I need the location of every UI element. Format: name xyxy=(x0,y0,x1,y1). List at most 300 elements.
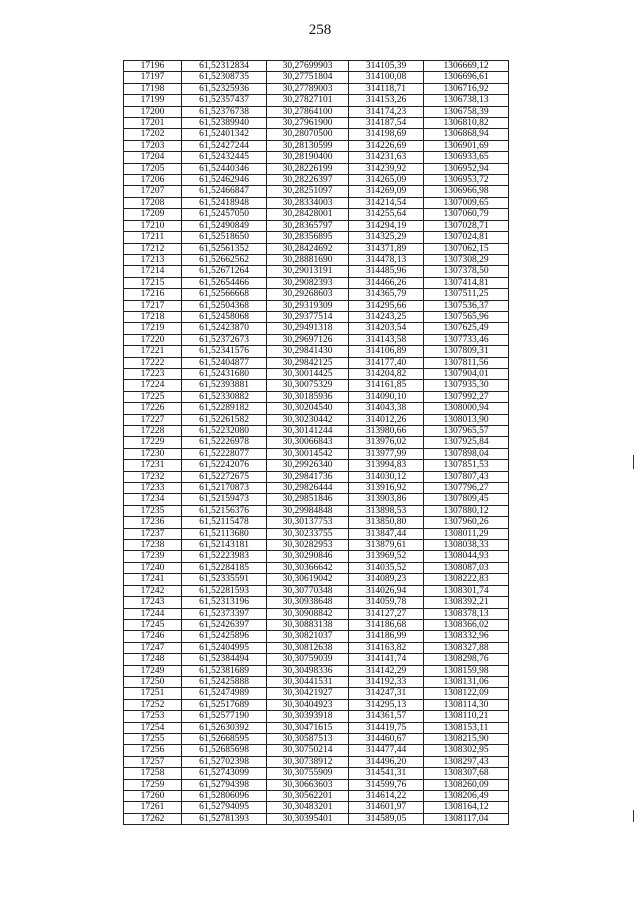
table-row xyxy=(124,323,509,334)
table-row xyxy=(124,311,509,322)
y-coordinate-cell: 1308366,02 xyxy=(424,619,509,630)
latitude-cell: 61,52457050 xyxy=(182,209,267,220)
x-coordinate-cell: 314460,67 xyxy=(349,733,424,744)
longitude-cell: 30,27827101 xyxy=(267,95,349,106)
longitude-cell: 30,28424692 xyxy=(267,243,349,254)
y-coordinate-cell: 1307378,50 xyxy=(424,266,509,277)
table-row xyxy=(124,152,509,163)
latitude-cell: 61,52393881 xyxy=(182,380,267,391)
longitude-cell: 30,30663603 xyxy=(267,779,349,790)
longitude-cell: 30,30282953 xyxy=(267,540,349,551)
latitude-cell: 61,52404877 xyxy=(182,357,267,368)
longitude-cell: 30,30498336 xyxy=(267,665,349,676)
x-coordinate-cell: 314361,57 xyxy=(349,711,424,722)
y-coordinate-cell: 1306901,69 xyxy=(424,140,509,151)
y-coordinate-cell: 1307965,57 xyxy=(424,426,509,437)
x-coordinate-cell: 313977,99 xyxy=(349,448,424,459)
latitude-cell: 61,52668595 xyxy=(182,733,267,744)
x-coordinate-cell: 314118,71 xyxy=(349,83,424,94)
longitude-cell: 30,27789003 xyxy=(267,83,349,94)
x-coordinate-cell: 314153,26 xyxy=(349,95,424,106)
x-coordinate-cell: 314198,69 xyxy=(349,129,424,140)
x-coordinate-cell: 314043,38 xyxy=(349,403,424,414)
latitude-cell: 61,52341576 xyxy=(182,346,267,357)
point-number-cell: 17257 xyxy=(124,756,182,767)
point-number-cell: 17245 xyxy=(124,619,182,630)
latitude-cell: 61,52431680 xyxy=(182,368,267,379)
latitude-cell: 61,52794095 xyxy=(182,802,267,813)
point-number-cell: 17225 xyxy=(124,391,182,402)
y-coordinate-cell: 1308000,94 xyxy=(424,403,509,414)
table-row xyxy=(124,619,509,630)
longitude-cell: 30,29841736 xyxy=(267,471,349,482)
latitude-cell: 61,52281593 xyxy=(182,585,267,596)
point-number-cell: 17260 xyxy=(124,791,182,802)
x-coordinate-cell: 314614,22 xyxy=(349,791,424,802)
latitude-cell: 61,52226978 xyxy=(182,437,267,448)
latitude-cell: 61,52654466 xyxy=(182,277,267,288)
longitude-cell: 30,28070500 xyxy=(267,129,349,140)
table-row xyxy=(124,209,509,220)
x-coordinate-cell: 313916,92 xyxy=(349,483,424,494)
latitude-cell: 61,52794398 xyxy=(182,779,267,790)
y-coordinate-cell: 1306952,94 xyxy=(424,163,509,174)
latitude-cell: 61,52308735 xyxy=(182,72,267,83)
y-coordinate-cell: 1308117,04 xyxy=(424,813,509,824)
latitude-cell: 61,52425888 xyxy=(182,676,267,687)
table-row xyxy=(124,768,509,779)
x-coordinate-cell: 314371,89 xyxy=(349,243,424,254)
latitude-cell: 61,52490849 xyxy=(182,220,267,231)
x-coordinate-cell: 314295,13 xyxy=(349,699,424,710)
longitude-cell: 30,30290846 xyxy=(267,551,349,562)
y-coordinate-cell: 1308164,12 xyxy=(424,802,509,813)
latitude-cell: 61,52743099 xyxy=(182,768,267,779)
x-coordinate-cell: 314186,68 xyxy=(349,619,424,630)
point-number-cell: 17244 xyxy=(124,608,182,619)
y-coordinate-cell: 1307625,49 xyxy=(424,323,509,334)
y-coordinate-cell: 1307880,12 xyxy=(424,505,509,516)
point-number-cell: 17231 xyxy=(124,460,182,471)
table-row xyxy=(124,483,509,494)
table-row xyxy=(124,197,509,208)
point-number-cell: 17241 xyxy=(124,574,182,585)
point-number-cell: 17224 xyxy=(124,380,182,391)
table-row xyxy=(124,118,509,129)
y-coordinate-cell: 1308087,03 xyxy=(424,562,509,573)
y-coordinate-cell: 1308038,33 xyxy=(424,540,509,551)
table-row xyxy=(124,779,509,790)
y-coordinate-cell: 1307733,46 xyxy=(424,334,509,345)
y-coordinate-cell: 1307511,25 xyxy=(424,289,509,300)
x-coordinate-cell: 314161,85 xyxy=(349,380,424,391)
y-coordinate-cell: 1308159,98 xyxy=(424,665,509,676)
x-coordinate-cell: 314163,82 xyxy=(349,642,424,653)
x-coordinate-cell: 314419,75 xyxy=(349,722,424,733)
latitude-cell: 61,52330882 xyxy=(182,391,267,402)
table-row xyxy=(124,733,509,744)
table-row xyxy=(124,574,509,585)
table-row xyxy=(124,346,509,357)
latitude-cell: 61,52425896 xyxy=(182,631,267,642)
y-coordinate-cell: 1308392,21 xyxy=(424,597,509,608)
longitude-cell: 30,29926340 xyxy=(267,460,349,471)
y-coordinate-cell: 1307898,04 xyxy=(424,448,509,459)
y-coordinate-cell: 1307796,27 xyxy=(424,483,509,494)
table-row xyxy=(124,802,509,813)
x-coordinate-cell: 314035,52 xyxy=(349,562,424,573)
longitude-cell: 30,28881690 xyxy=(267,254,349,265)
x-coordinate-cell: 314295,66 xyxy=(349,300,424,311)
latitude-cell: 61,52261582 xyxy=(182,414,267,425)
longitude-cell: 30,30421927 xyxy=(267,688,349,699)
table-row xyxy=(124,414,509,425)
y-coordinate-cell: 1308301,74 xyxy=(424,585,509,596)
y-coordinate-cell: 1307062,15 xyxy=(424,243,509,254)
x-coordinate-cell: 314012,26 xyxy=(349,414,424,425)
y-coordinate-cell: 1306933,65 xyxy=(424,152,509,163)
table-row xyxy=(124,631,509,642)
table-row xyxy=(124,813,509,824)
table-row xyxy=(124,791,509,802)
y-coordinate-cell: 1308378,13 xyxy=(424,608,509,619)
point-number-cell: 17209 xyxy=(124,209,182,220)
point-number-cell: 17259 xyxy=(124,779,182,790)
y-coordinate-cell: 1307960,26 xyxy=(424,517,509,528)
y-coordinate-cell: 1307935,30 xyxy=(424,380,509,391)
margin-mark xyxy=(633,455,634,469)
point-number-cell: 17212 xyxy=(124,243,182,254)
x-coordinate-cell: 314239,92 xyxy=(349,163,424,174)
latitude-cell: 61,52272675 xyxy=(182,471,267,482)
point-number-cell: 17242 xyxy=(124,585,182,596)
longitude-cell: 30,30562201 xyxy=(267,791,349,802)
latitude-cell: 61,52242076 xyxy=(182,460,267,471)
y-coordinate-cell: 1307811,56 xyxy=(424,357,509,368)
table-row xyxy=(124,289,509,300)
latitude-cell: 61,52432445 xyxy=(182,152,267,163)
y-coordinate-cell: 1308122,09 xyxy=(424,688,509,699)
x-coordinate-cell: 314365,79 xyxy=(349,289,424,300)
table-row xyxy=(124,61,509,72)
y-coordinate-cell: 1307414,81 xyxy=(424,277,509,288)
table-row xyxy=(124,471,509,482)
table-row xyxy=(124,711,509,722)
x-coordinate-cell: 313847,44 xyxy=(349,528,424,539)
table-row xyxy=(124,403,509,414)
latitude-cell: 61,52702398 xyxy=(182,756,267,767)
table-row xyxy=(124,699,509,710)
longitude-cell: 30,30014542 xyxy=(267,448,349,459)
y-coordinate-cell: 1307060,79 xyxy=(424,209,509,220)
longitude-cell: 30,29826444 xyxy=(267,483,349,494)
longitude-cell: 30,29841430 xyxy=(267,346,349,357)
point-number-cell: 17220 xyxy=(124,334,182,345)
x-coordinate-cell: 314026,94 xyxy=(349,585,424,596)
latitude-cell: 61,52335591 xyxy=(182,574,267,585)
longitude-cell: 30,30755909 xyxy=(267,768,349,779)
table-row xyxy=(124,334,509,345)
x-coordinate-cell: 314247,31 xyxy=(349,688,424,699)
latitude-cell: 61,52440346 xyxy=(182,163,267,174)
point-number-cell: 17237 xyxy=(124,528,182,539)
point-number-cell: 17228 xyxy=(124,426,182,437)
y-coordinate-cell: 1307904,01 xyxy=(424,368,509,379)
x-coordinate-cell: 314143,58 xyxy=(349,334,424,345)
point-number-cell: 17229 xyxy=(124,437,182,448)
table-row xyxy=(124,654,509,665)
point-number-cell: 17210 xyxy=(124,220,182,231)
longitude-cell: 30,27864100 xyxy=(267,106,349,117)
margin-mark xyxy=(633,810,634,822)
longitude-cell: 30,30908842 xyxy=(267,608,349,619)
y-coordinate-cell: 1307809,45 xyxy=(424,494,509,505)
table-row xyxy=(124,95,509,106)
longitude-cell: 30,30395401 xyxy=(267,813,349,824)
x-coordinate-cell: 314141,74 xyxy=(349,654,424,665)
x-coordinate-cell: 314030,12 xyxy=(349,471,424,482)
longitude-cell: 30,29851846 xyxy=(267,494,349,505)
x-coordinate-cell: 314090,10 xyxy=(349,391,424,402)
point-number-cell: 17235 xyxy=(124,505,182,516)
longitude-cell: 30,30441531 xyxy=(267,676,349,687)
x-coordinate-cell: 314265,09 xyxy=(349,175,424,186)
point-number-cell: 17239 xyxy=(124,551,182,562)
table-row xyxy=(124,608,509,619)
x-coordinate-cell: 314599,76 xyxy=(349,779,424,790)
point-number-cell: 17211 xyxy=(124,232,182,243)
latitude-cell: 61,52781393 xyxy=(182,813,267,824)
point-number-cell: 17207 xyxy=(124,186,182,197)
latitude-cell: 61,52115478 xyxy=(182,517,267,528)
table-row xyxy=(124,72,509,83)
x-coordinate-cell: 313976,02 xyxy=(349,437,424,448)
y-coordinate-cell: 1306716,92 xyxy=(424,83,509,94)
latitude-cell: 61,52671264 xyxy=(182,266,267,277)
longitude-cell: 30,28130599 xyxy=(267,140,349,151)
point-number-cell: 17203 xyxy=(124,140,182,151)
y-coordinate-cell: 1308215,90 xyxy=(424,733,509,744)
latitude-cell: 61,52372673 xyxy=(182,334,267,345)
x-coordinate-cell: 314243,25 xyxy=(349,311,424,322)
table-row xyxy=(124,676,509,687)
point-number-cell: 17262 xyxy=(124,813,182,824)
longitude-cell: 30,30812638 xyxy=(267,642,349,653)
y-coordinate-cell: 1308222,83 xyxy=(424,574,509,585)
point-number-cell: 17261 xyxy=(124,802,182,813)
longitude-cell: 30,28226199 xyxy=(267,163,349,174)
longitude-cell: 30,28365797 xyxy=(267,220,349,231)
x-coordinate-cell: 314100,08 xyxy=(349,72,424,83)
point-number-cell: 17202 xyxy=(124,129,182,140)
longitude-cell: 30,30587513 xyxy=(267,733,349,744)
longitude-cell: 30,29377514 xyxy=(267,311,349,322)
table-row xyxy=(124,391,509,402)
longitude-cell: 30,30141244 xyxy=(267,426,349,437)
x-coordinate-cell: 314541,31 xyxy=(349,768,424,779)
latitude-cell: 61,52566668 xyxy=(182,289,267,300)
longitude-cell: 30,29842125 xyxy=(267,357,349,368)
point-number-cell: 17254 xyxy=(124,722,182,733)
longitude-cell: 30,27961900 xyxy=(267,118,349,129)
table-row xyxy=(124,426,509,437)
y-coordinate-cell: 1306953,72 xyxy=(424,175,509,186)
table-row xyxy=(124,232,509,243)
latitude-cell: 61,52223983 xyxy=(182,551,267,562)
x-coordinate-cell: 314601,97 xyxy=(349,802,424,813)
latitude-cell: 61,52381689 xyxy=(182,665,267,676)
longitude-cell: 30,30230442 xyxy=(267,414,349,425)
y-coordinate-cell: 1308206,49 xyxy=(424,791,509,802)
latitude-cell: 61,52232080 xyxy=(182,426,267,437)
point-number-cell: 17247 xyxy=(124,642,182,653)
longitude-cell: 30,30821037 xyxy=(267,631,349,642)
latitude-cell: 61,52384494 xyxy=(182,654,267,665)
x-coordinate-cell: 314466,26 xyxy=(349,277,424,288)
table-row xyxy=(124,756,509,767)
y-coordinate-cell: 1308044,93 xyxy=(424,551,509,562)
latitude-cell: 61,52504368 xyxy=(182,300,267,311)
latitude-cell: 61,52228077 xyxy=(182,448,267,459)
point-number-cell: 17243 xyxy=(124,597,182,608)
point-number-cell: 17222 xyxy=(124,357,182,368)
longitude-cell: 30,28251097 xyxy=(267,186,349,197)
longitude-cell: 30,27699903 xyxy=(267,61,349,72)
longitude-cell: 30,30404923 xyxy=(267,699,349,710)
point-number-cell: 17204 xyxy=(124,152,182,163)
latitude-cell: 61,52466847 xyxy=(182,186,267,197)
table-row xyxy=(124,357,509,368)
longitude-cell: 30,30619042 xyxy=(267,574,349,585)
latitude-cell: 61,52113680 xyxy=(182,528,267,539)
latitude-cell: 61,52517689 xyxy=(182,699,267,710)
table-row xyxy=(124,186,509,197)
point-number-cell: 17248 xyxy=(124,654,182,665)
table-row xyxy=(124,528,509,539)
latitude-cell: 61,52577190 xyxy=(182,711,267,722)
latitude-cell: 61,52518650 xyxy=(182,232,267,243)
y-coordinate-cell: 1306669,12 xyxy=(424,61,509,72)
longitude-cell: 30,28334003 xyxy=(267,197,349,208)
y-coordinate-cell: 1307809,31 xyxy=(424,346,509,357)
latitude-cell: 61,52418948 xyxy=(182,197,267,208)
latitude-cell: 61,52404995 xyxy=(182,642,267,653)
longitude-cell: 30,30393918 xyxy=(267,711,349,722)
latitude-cell: 61,52159473 xyxy=(182,494,267,505)
point-number-cell: 17258 xyxy=(124,768,182,779)
y-coordinate-cell: 1308011,29 xyxy=(424,528,509,539)
x-coordinate-cell: 313903,86 xyxy=(349,494,424,505)
longitude-cell: 30,28356895 xyxy=(267,232,349,243)
point-number-cell: 17218 xyxy=(124,311,182,322)
point-number-cell: 17223 xyxy=(124,368,182,379)
x-coordinate-cell: 314204,82 xyxy=(349,368,424,379)
longitude-cell: 30,30137753 xyxy=(267,517,349,528)
x-coordinate-cell: 314177,40 xyxy=(349,357,424,368)
y-coordinate-cell: 1308297,43 xyxy=(424,756,509,767)
latitude-cell: 61,52427244 xyxy=(182,140,267,151)
y-coordinate-cell: 1307024,81 xyxy=(424,232,509,243)
table-row xyxy=(124,642,509,653)
longitude-cell: 30,30471615 xyxy=(267,722,349,733)
table-row xyxy=(124,83,509,94)
x-coordinate-cell: 314485,96 xyxy=(349,266,424,277)
longitude-cell: 30,30066843 xyxy=(267,437,349,448)
x-coordinate-cell: 313898,53 xyxy=(349,505,424,516)
latitude-cell: 61,52289182 xyxy=(182,403,267,414)
latitude-cell: 61,52325936 xyxy=(182,83,267,94)
table-row xyxy=(124,140,509,151)
y-coordinate-cell: 1308013,90 xyxy=(424,414,509,425)
point-number-cell: 17208 xyxy=(124,197,182,208)
table-row xyxy=(124,597,509,608)
table-row xyxy=(124,368,509,379)
x-coordinate-cell: 314214,54 xyxy=(349,197,424,208)
x-coordinate-cell: 313879,61 xyxy=(349,540,424,551)
y-coordinate-cell: 1307308,29 xyxy=(424,254,509,265)
y-coordinate-cell: 1307536,37 xyxy=(424,300,509,311)
point-number-cell: 17206 xyxy=(124,175,182,186)
table-row xyxy=(124,460,509,471)
latitude-cell: 61,52806096 xyxy=(182,791,267,802)
longitude-cell: 30,30770348 xyxy=(267,585,349,596)
table-row xyxy=(124,437,509,448)
y-coordinate-cell: 1306758,39 xyxy=(424,106,509,117)
point-number-cell: 17200 xyxy=(124,106,182,117)
point-number-cell: 17226 xyxy=(124,403,182,414)
x-coordinate-cell: 314255,64 xyxy=(349,209,424,220)
point-number-cell: 17256 xyxy=(124,745,182,756)
point-number-cell: 17196 xyxy=(124,61,182,72)
y-coordinate-cell: 1306810,82 xyxy=(424,118,509,129)
longitude-cell: 30,30014425 xyxy=(267,368,349,379)
table-row xyxy=(124,254,509,265)
table-row xyxy=(124,494,509,505)
table-row xyxy=(124,517,509,528)
x-coordinate-cell: 313980,66 xyxy=(349,426,424,437)
table-row xyxy=(124,266,509,277)
longitude-cell: 30,29268603 xyxy=(267,289,349,300)
x-coordinate-cell: 314325,29 xyxy=(349,232,424,243)
latitude-cell: 61,52401342 xyxy=(182,129,267,140)
x-coordinate-cell: 314187,54 xyxy=(349,118,424,129)
longitude-cell: 30,28428001 xyxy=(267,209,349,220)
table-row xyxy=(124,540,509,551)
longitude-cell: 30,29319309 xyxy=(267,300,349,311)
longitude-cell: 30,30759039 xyxy=(267,654,349,665)
y-coordinate-cell: 1307807,43 xyxy=(424,471,509,482)
point-number-cell: 17255 xyxy=(124,733,182,744)
x-coordinate-cell: 314496,20 xyxy=(349,756,424,767)
longitude-cell: 30,30185936 xyxy=(267,391,349,402)
y-coordinate-cell: 1308260,09 xyxy=(424,779,509,790)
y-coordinate-cell: 1308327,88 xyxy=(424,642,509,653)
point-number-cell: 17233 xyxy=(124,483,182,494)
latitude-cell: 61,52389940 xyxy=(182,118,267,129)
table-row xyxy=(124,551,509,562)
x-coordinate-cell: 314231,63 xyxy=(349,152,424,163)
y-coordinate-cell: 1308307,68 xyxy=(424,768,509,779)
y-coordinate-cell: 1308110,21 xyxy=(424,711,509,722)
point-number-cell: 17216 xyxy=(124,289,182,300)
point-number-cell: 17221 xyxy=(124,346,182,357)
table-row xyxy=(124,665,509,676)
x-coordinate-cell: 314106,89 xyxy=(349,346,424,357)
table-row xyxy=(124,300,509,311)
point-number-cell: 17230 xyxy=(124,448,182,459)
table-row xyxy=(124,505,509,516)
y-coordinate-cell: 1308298,76 xyxy=(424,654,509,665)
